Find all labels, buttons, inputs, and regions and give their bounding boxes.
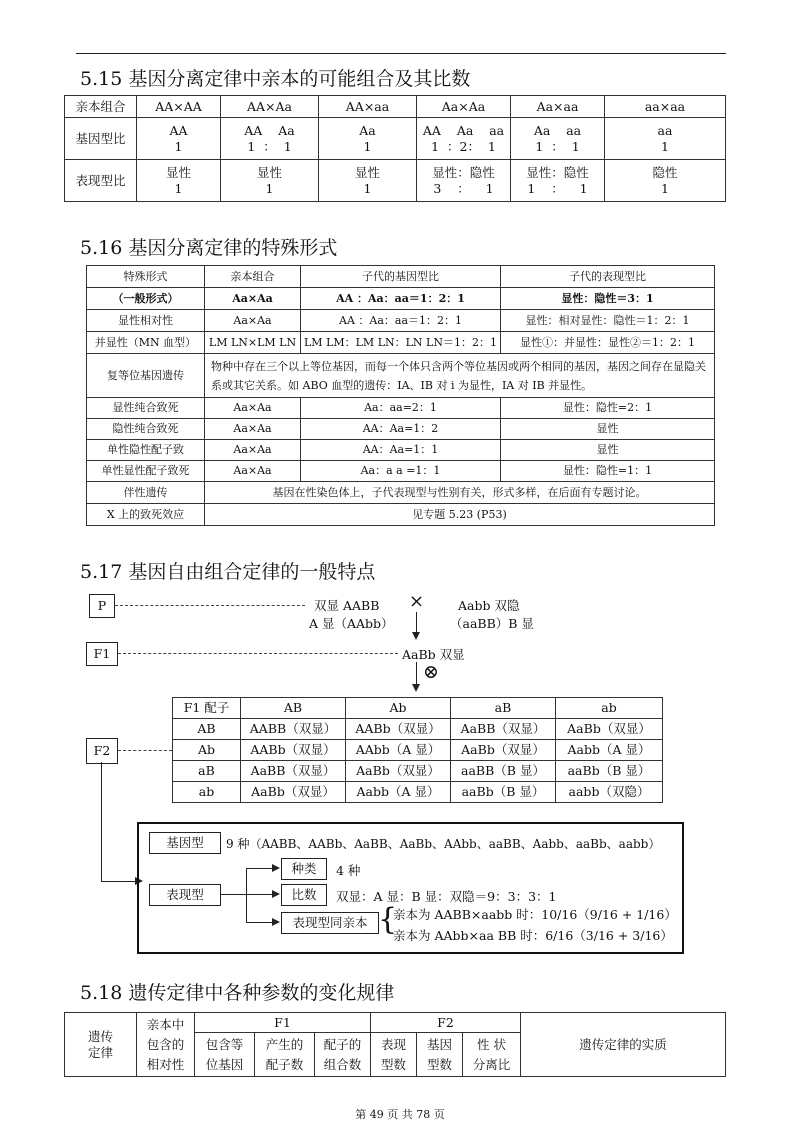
table-cell: 显性：隐性 3 ： 1 <box>417 160 511 202</box>
p-dash-line <box>115 605 305 606</box>
table-cell: aa×aa <box>605 96 726 118</box>
parent-cell: Aa×Aa <box>205 461 301 482</box>
phenotype-label: 表现型 <box>149 884 221 906</box>
section-title-5-16: 5.16 基因分离定律的特殊形式 <box>80 237 338 259</box>
pheno-cell: 显性 <box>501 419 715 440</box>
grid-cell: AAbb（A 显） <box>346 740 451 761</box>
grid-cell: AaBb（双显） <box>241 782 346 803</box>
row-header: 亲本组合 <box>65 96 137 118</box>
grid-col-header: AB <box>241 698 346 719</box>
section-title-5-18: 5.18 遗传定律中各种参数的变化规律 <box>80 982 395 1004</box>
same-case-2: 亲本为 AAbb×aa BB 时：6/16（3/16 + 3/16） <box>393 928 673 943</box>
punnett-square <box>172 697 663 803</box>
col-f1: F1 <box>195 1013 371 1033</box>
col-essence: 遗传定律的实质 <box>521 1013 726 1077</box>
table-cell: AA 1 <box>137 118 221 160</box>
table-5-18 <box>64 1012 726 1077</box>
form-cell: X 上的致死效应 <box>87 504 205 526</box>
f1-genotype: AaBb 双显 <box>402 647 465 662</box>
brace-icon: { <box>378 902 398 937</box>
sub-col-header: 配子的 组合数 <box>315 1033 371 1077</box>
th-parent: 亲本组合 <box>205 266 301 288</box>
f2-right-line <box>101 881 137 882</box>
table-cell: 显性：隐性 1 ： 1 <box>511 160 605 202</box>
form-cell: 伴性遗传 <box>87 482 205 504</box>
grid-corner: F1 配子 <box>173 698 241 719</box>
sub-col-header: 基因 型数 <box>417 1033 463 1077</box>
arrow-right-icon <box>272 918 280 926</box>
top-rule <box>76 53 726 54</box>
parent-cell: Aa×Aa <box>205 398 301 419</box>
grid-cell: AaBB（双显） <box>241 761 346 782</box>
general-pheno: 显性：隐性＝3：1 <box>501 288 715 310</box>
parent-cell: Aa×Aa <box>205 419 301 440</box>
grid-col-header: ab <box>556 698 663 719</box>
col-law: 遗传 定律 <box>65 1013 137 1077</box>
parent-cell: LM LN×LM LN <box>205 332 301 354</box>
geno-cell: AA ：Aa：aa＝1：2：1 <box>301 310 501 332</box>
grid-cell: AaBb（双显） <box>556 719 663 740</box>
pheno-cell: 显性①：并显性：显性②＝1：2：1 <box>501 332 715 354</box>
same-case-1: 亲本为 AABB×aabb 时：10/16（9/16 + 1/16） <box>393 907 677 922</box>
general-geno: AA ：Aa：aa＝1：2：1 <box>301 288 501 310</box>
branch-ratio <box>246 894 274 895</box>
table-cell: aa 1 <box>605 118 726 160</box>
grid-cell: AABB（双显） <box>241 719 346 740</box>
form-cell: 隐性纯合致死 <box>87 419 205 440</box>
geno-cell: LM LM：LM LN：LN LN＝1：2：1 <box>301 332 501 354</box>
branch-kind <box>246 868 274 869</box>
f2-down-line <box>101 762 102 882</box>
kind-label: 种类 <box>281 858 327 880</box>
table-cell: 隐性 1 <box>605 160 726 202</box>
table-cell: AA Aa aa 1 ：2： 1 <box>417 118 511 160</box>
sexlinked-desc: 基因在性染色体上，子代表现型与性别有关，形式多样，在后面有专题讨论。 <box>205 482 715 504</box>
table-5-16 <box>86 265 715 526</box>
th-form: 特殊形式 <box>87 266 205 288</box>
form-cell: 显性纯合致死 <box>87 398 205 419</box>
th-pheno: 子代的表现型比 <box>501 266 715 288</box>
geno-cell: AA：Aa=1：1 <box>301 440 501 461</box>
page-footer: 第 49 页 共 78 页 <box>355 1108 445 1121</box>
form-cell: 单性显性配子致死 <box>87 461 205 482</box>
xlethal-desc: 见专题 5.23 (P53) <box>205 504 715 526</box>
f1-to-f2-line <box>416 662 417 686</box>
section-title-5-15: 5.15 基因分离定律中亲本的可能组合及其比数 <box>80 68 471 90</box>
f2-box: F2 <box>86 738 118 764</box>
cross-sign: × <box>409 591 425 612</box>
table-cell: Aa×Aa <box>417 96 511 118</box>
parent-cell: Aa×Aa <box>205 310 301 332</box>
th-geno: 子代的基因型比 <box>301 266 501 288</box>
sub-col-header: 性 状 分离比 <box>463 1033 521 1077</box>
table-5-15 <box>64 95 726 202</box>
grid-row-header: ab <box>173 782 241 803</box>
col-f2: F2 <box>371 1013 521 1033</box>
p-right-label: Aabb 双隐 <box>458 598 520 613</box>
selfing-icon: ⊗ <box>423 661 439 683</box>
pheno-cell: 显性 <box>501 440 715 461</box>
geno-cell: AA：Aa=1：2 <box>301 419 501 440</box>
form-cell: 并显性（MN 血型） <box>87 332 205 354</box>
arrow-down-icon <box>412 632 420 640</box>
f2-dash-line <box>118 750 172 751</box>
grid-row-header: Ab <box>173 740 241 761</box>
grid-row-header: AB <box>173 719 241 740</box>
same-as-parent-label: 表现型同亲本 <box>281 912 379 934</box>
table-cell: Aa×aa <box>511 96 605 118</box>
p-left-label: 双显 AABB <box>314 598 380 613</box>
grid-cell: aaBb（B 显） <box>556 761 663 782</box>
table-cell: AA×AA <box>137 96 221 118</box>
pheno-cell: 显性：隐性=2：1 <box>501 398 715 419</box>
multi-allele-desc: 物种中存在三个以上等位基因，而每一个体只含两个等位基因或两个相同的基因，基因之间存在显隐关系或其它关系。如 ABO 血型的遗传：IA、IB 对 i 为显性，IA 对 IB 并显性。 <box>205 354 715 398</box>
phenotype-branch <box>246 868 247 923</box>
arrow-right-icon <box>272 890 280 898</box>
grid-cell: Aabb（A 显） <box>556 740 663 761</box>
table-cell: Aa aa 1 ： 1 <box>511 118 605 160</box>
table-cell: AA Aa 1 ： 1 <box>221 118 319 160</box>
row-header: 表现型比 <box>65 160 137 202</box>
genotype-text: 9 种（AABB、AABb、AaBB、AaBb、AAbb、aaBB、Aabb、aaBb、aabb） <box>226 837 661 851</box>
grid-cell: aaBB（B 显） <box>451 761 556 782</box>
f1-box: F1 <box>86 642 118 666</box>
grid-cell: AaBB（双显） <box>451 719 556 740</box>
p-box: P <box>89 594 115 618</box>
table-cell: AA×aa <box>319 96 417 118</box>
phenotype-stem <box>220 894 246 895</box>
pheno-cell: 显性：隐性=1：1 <box>501 461 715 482</box>
row-header: 基因型比 <box>65 118 137 160</box>
kind-text: 4 种 <box>336 863 361 878</box>
table-cell: AA×Aa <box>221 96 319 118</box>
grid-row-header: aB <box>173 761 241 782</box>
sub-col-header: 表现 型数 <box>371 1033 417 1077</box>
grid-cell: aaBb（B 显） <box>451 782 556 803</box>
genotype-label: 基因型 <box>149 832 221 854</box>
grid-col-header: aB <box>451 698 556 719</box>
table-cell: Aa 1 <box>319 118 417 160</box>
grid-cell: aabb（双隐） <box>556 782 663 803</box>
col-parent-traits: 亲本中 包含的 相对性 <box>137 1013 195 1077</box>
ratio-text: 双显：A 显：B 显：双隐＝9：3：3：1 <box>336 889 557 904</box>
form-cell: 显性相对性 <box>87 310 205 332</box>
f1-dash-line <box>118 653 398 654</box>
table-cell: 显性 1 <box>319 160 417 202</box>
form-cell: 复等位基因遗传 <box>87 354 205 398</box>
branch-same <box>246 922 274 923</box>
grid-cell: AABb（双显） <box>346 719 451 740</box>
sub-col-header: 产生的 配子数 <box>255 1033 315 1077</box>
form-cell: 单性隐性配子致 <box>87 440 205 461</box>
pheno-cell: 显性：相对显性：隐性＝1：2：1 <box>501 310 715 332</box>
ratio-label: 比数 <box>281 884 327 906</box>
grid-cell: AaBb（双显） <box>451 740 556 761</box>
section-title-5-17: 5.17 基因自由组合定律的一般特点 <box>80 561 376 583</box>
arrow-right-icon <box>272 864 280 872</box>
grid-cell: AaBb（双显） <box>346 761 451 782</box>
p-right-label-2: （aaBB）B 显 <box>450 616 534 631</box>
arrow-down-icon <box>412 684 420 692</box>
geno-cell: Aa：aa=2：1 <box>301 398 501 419</box>
general-form: （一般形式） <box>87 288 205 310</box>
general-parent: Aa×Aa <box>205 288 301 310</box>
grid-col-header: Ab <box>346 698 451 719</box>
geno-cell: Aa：a a =1：1 <box>301 461 501 482</box>
table-cell: 显性 1 <box>137 160 221 202</box>
grid-cell: Aabb（A 显） <box>346 782 451 803</box>
p-to-f1-line <box>416 612 417 634</box>
sub-col-header: 包含等 位基因 <box>195 1033 255 1077</box>
parent-cell: Aa×Aa <box>205 440 301 461</box>
grid-cell: AABb（双显） <box>241 740 346 761</box>
p-left-label-2: A 显（AAbb） <box>309 616 394 631</box>
table-cell: 显性 1 <box>221 160 319 202</box>
